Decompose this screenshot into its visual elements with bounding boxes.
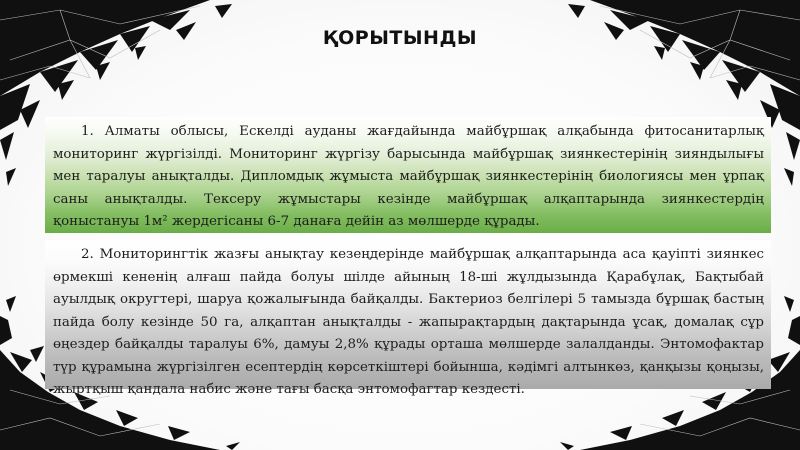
conclusion-paragraph-2: 2. Мониторингтік жазғы анықтау кезеңдерінде майбұршақ алқаптарында аса қауіпті зиянкес өрмекші кененің алғаш пайда болуы шілде айының 18-ші жұлдызында Қарабұлақ, Бақтыбай ауылдық округтері, шаруа қожалығында байқалды. Бактериоз белгілері 5 тамызда бұршақ бастың пайда болу кезінде 50 га, алқаптан анықталды - жапырақтардың дақтарында ұсақ, домалақ сұр өңездер байқалды таралуы 6%, дамуы 2,8% құрады орташа мөлшерде залалданды. Энтомофактар түр құрамына жүргізілген есептердің көрсеткіштері бойынша, кәдімгі алтынкөз, қанқызы қоңызы, жыртқыш қандала набис және тағы басқа энтомофагтар кездесті. — [45, 240, 771, 389]
slide-title: ҚОРЫТЫНДЫ — [322, 27, 478, 49]
conclusion-paragraph-1: 1. Алматы облысы, Ескелді ауданы жағдайында майбұршақ алқабында фитосанитарлық мониторинг жүргізілді. Мониторинг жүргізу барысында майбұршақ зиянкестерінің зияндылығы мен таралуы анықталды. Дипломдық жұмыста майбұршақ зиянкестерінің биологиясы мен ұрпақ саны анықталды. Тексеру жұмыстары кезінде майбұршақ алқаптарында зиянкестердің қоныстануы 1м² жердегісаны 6-7 данаға дейін аз мөлшерде құрады. — [45, 117, 771, 233]
